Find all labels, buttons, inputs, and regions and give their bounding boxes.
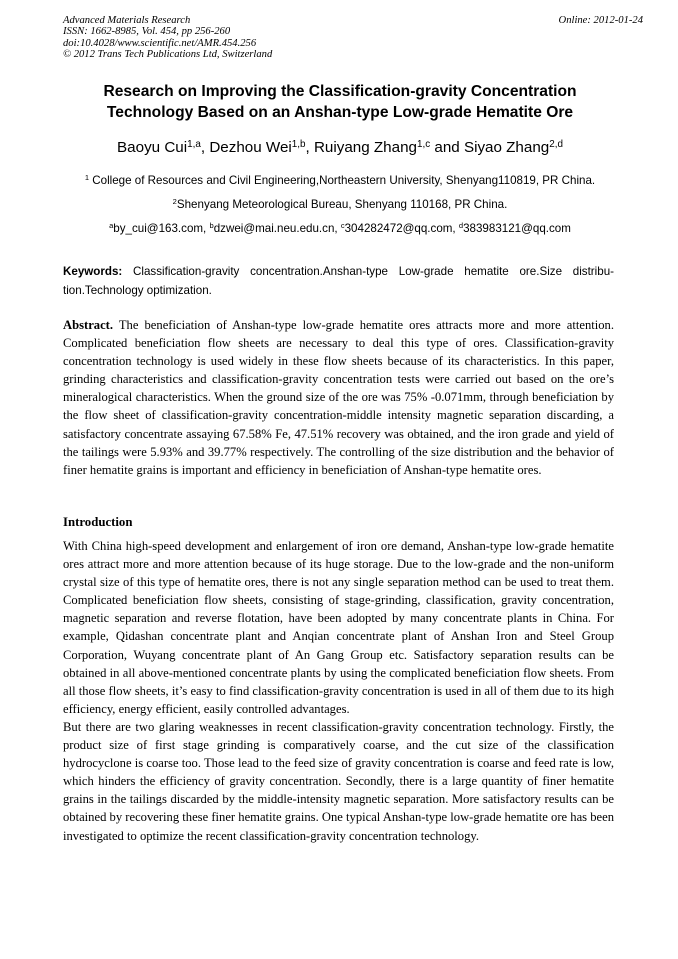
author-separator: , — [200, 139, 210, 156]
section-heading-introduction: Introduction — [63, 515, 133, 529]
journal-doi: doi:10.4028/www.scientific.net/AMR.454.256 — [63, 37, 257, 49]
author-affiliation-mark: 2,d — [549, 138, 563, 150]
author-name: Siyao Zhang — [463, 139, 550, 156]
introduction-body — [63, 537, 614, 845]
author-name: Baoyu Cui — [117, 139, 188, 156]
email-link[interactable]: 304282472@qq.com, — [344, 222, 459, 235]
keywords — [63, 262, 614, 300]
author-separator: , — [305, 139, 314, 156]
author-list — [40, 138, 640, 158]
affiliation-text: Shenyang Meteorological Bureau, Shenyang 110168, PR China. — [176, 198, 508, 211]
journal-issn: ISSN: 1662-8985, Vol. 454, pp 256-260 — [63, 26, 231, 38]
email-mark: a — [109, 220, 114, 230]
email-mark: b — [209, 220, 214, 230]
affiliation-2 — [30, 198, 650, 212]
affiliation-mark: 2 — [172, 196, 177, 206]
author-separator: and — [430, 139, 464, 156]
keywords-text: Classification-gravity concentration.Anshan-type Low-grade hematite ore.Size distribu-tion.Technology optimization. — [63, 265, 614, 297]
introduction-paragraph-2: But there are two glaring weaknesses in recent classification-gravity concentration technology. Firstly, the product size of first stage grinding is comparatively coarse, and the cut size of the classification hydrocyclone is coarse too. Those lead to the feed size of gravity concentration is coarse and feed rate is low, which hinders the efficiency of gravity concentration. Secondly, there is a large quantity of finer hematite grains in the tailings discarded by the middle-intensity magnetic separation. More satisfactory results can be obtained by recovering these finer hematite grains. One typical Anshan-type low-grade hematite ore has been investigated to optimize the recent classification-gravity concentration technology. — [63, 719, 614, 843]
author-affiliation-mark: 1,a — [187, 138, 201, 150]
email-link[interactable]: 383983121@qq.com — [463, 222, 571, 235]
abstract-label: Abstract. — [63, 318, 114, 332]
keywords-label: Keywords: — [63, 265, 123, 278]
abstract — [63, 316, 614, 479]
author-name: Ruiyang Zhang — [313, 139, 417, 156]
title-line-1: Research on Improving the Classification-gravity Concentration — [103, 83, 577, 100]
author-affiliation-mark: 1,b — [291, 138, 306, 150]
journal-copyright: © 2012 Trans Tech Publications Ltd, Switzerland — [63, 48, 273, 60]
email-mark: d — [458, 220, 464, 230]
journal-header — [63, 15, 272, 60]
paper-title — [40, 81, 640, 123]
affiliation-mark: 1 — [84, 172, 90, 182]
author-affiliation-mark: 1,c — [416, 138, 431, 150]
introduction-paragraph-1: With China high-speed development and enlargement of iron ore demand, Anshan-type low-grade hematite ores attract more and more attention because of its huge storage. Due to the low-grade and the non-uniform crystal size of this type of hematite ores, there is not any single separation method can be used to treat them. Complicated beneficiation flow sheets, consisting of stage-grinding, classification, gravity concentration, magnetic separation and reverse flotation, have been adopted by many concentrate plants in China. For example, Qidashan concentrate plant and Anqian concentrate plant of Anshan Iron and Steel Group Corporation, Wuyang concentrate plant of An Gang Group etc. Satisfactory separation results can be obtained in all above-mentioned concentrate plants by using the complicated beneficiation flow sheets. From all those flow sheets, it’s easy to find classification-gravity concentration is used in all of them due to its high efficiency, energy efficient, easily controlled advantages. — [63, 539, 614, 716]
abstract-text: The beneficiation of Anshan-type low-grade hematite ores attracts more and more attention. Complicated beneficiation flow sheets are necessary to deal this type of ores. Classification-gravity concentration technology is used widely in these flow sheets because of its characteristics. In this paper, grinding characteristics and classification-gravity concentration tests were carried out based on the ore’s mineralogical characteristics. When the ground size of the ore was 75% -0.071mm, through beneficiation by the flow sheet of classification-gravity concentration-middle intensity magnetic separation discarding, a satisfactory concentrate assaying 67.58% Fe, 47.51% recovery was obtained, and the iron grade and yield of the tailings were 5.93% and 39.77% respectively. The controlling of the size distribution and the behavior of finer hematite grains is important and efficiency in beneficiation of Anshan-type hematite ores. — [63, 318, 614, 477]
author-name: Dezhou Wei — [209, 139, 292, 156]
email-link[interactable]: dzwei@mai.neu.edu.cn, — [213, 222, 341, 235]
online-date: Online: 2012-01-24 — [558, 15, 643, 26]
affiliation-text: College of Resources and Civil Engineering,Northeastern University, Shenyang110819, PR China. — [89, 174, 596, 187]
journal-name: Advanced Materials Research — [63, 15, 191, 26]
affiliation-1 — [30, 174, 650, 188]
title-line-2: Technology Based on an Anshan-type Low-grade Hematite Ore — [106, 104, 574, 121]
email-link[interactable]: by_cui@163.com, — [113, 222, 210, 235]
email-mark: c — [340, 220, 345, 230]
author-emails — [30, 222, 650, 236]
